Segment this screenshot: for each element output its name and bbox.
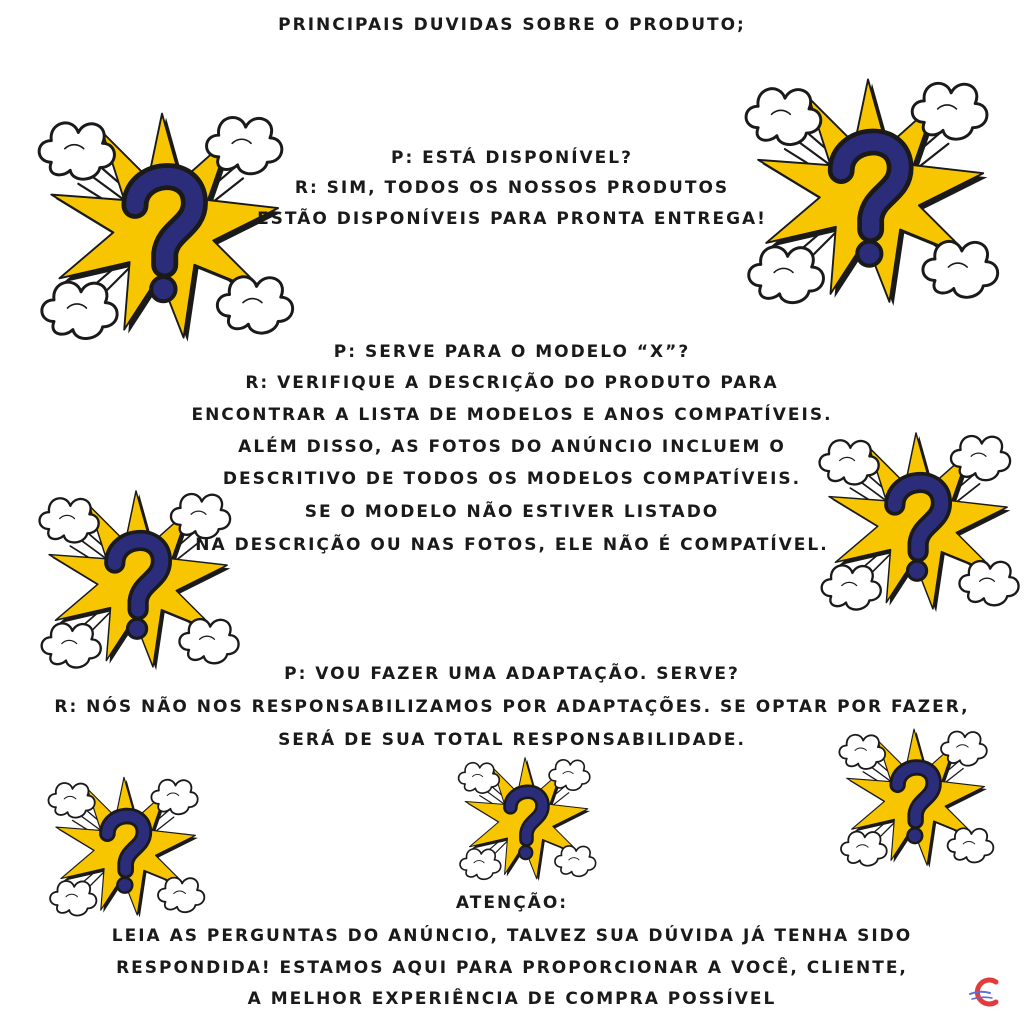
- faq-answer-2-line-2: ENCONTRAR A LISTA DE MODELOS E ANOS COMPATÍVEIS.: [191, 405, 833, 425]
- faq-question-2: P: SERVE PARA O MODELO “X”?: [333, 342, 691, 362]
- faq-question-1: P: ESTÁ DISPONÍVEL?: [391, 148, 633, 168]
- page-title: PRINCIPAIS DUVIDAS SOBRE O PRODUTO;: [278, 15, 746, 35]
- faq-answer-2-line-3: ALÉM DISSO, AS FOTOS DO ANÚNCIO INCLUEM O: [238, 437, 786, 457]
- faq-answer-3-line-2: SERÁ DE SUA TOTAL RESPONSABILIDADE.: [278, 730, 746, 750]
- faq-answer-1-line-2: ESTÃO DISPONÍVEIS PARA PRONTA ENTREGA!: [257, 209, 767, 229]
- faq-answer-1-line-1: R: SIM, TODOS OS NOSSOS PRODUTOS: [294, 178, 730, 198]
- faq-answer-2-line-5: SE O MODELO NÃO ESTIVER LISTADO: [304, 502, 720, 522]
- faq-question-3: P: VOU FAZER UMA ADAPTAÇÃO. SERVE?: [284, 664, 740, 684]
- faq-answer-3-line-1: R: NÓS NÃO NOS RESPONSABILIZAMOS POR ADAPTAÇÕES. SE OPTAR POR FAZER,: [54, 697, 970, 717]
- notice-title: ATENÇÃO:: [455, 893, 569, 913]
- faq-answer-2-line-6: NA DESCRIÇÃO OU NAS FOTOS, ELE NÃO É COMPATÍVEL.: [195, 535, 829, 555]
- brand-logo-icon: [966, 974, 1010, 1010]
- notice-line-1: LEIA AS PERGUNTAS DO ANÚNCIO, TALVEZ SUA DÚVIDA JÁ TENHA SIDO: [111, 926, 913, 946]
- faq-answer-2-line-4: DESCRITIVO DE TODOS OS MODELOS COMPATÍVEIS.: [222, 469, 802, 489]
- notice-line-2: RESPONDIDA! ESTAMOS AQUI PARA PROPORCIONAR A VOCÊ, CLIENTE,: [116, 958, 908, 978]
- faq-answer-2-line-1: R: VERIFIQUE A DESCRIÇÃO DO PRODUTO PARA: [245, 373, 779, 393]
- question-burst-icon: [440, 746, 610, 892]
- notice-line-3: A MELHOR EXPERIÊNCIA DE COMPRA POSSÍVEL: [247, 989, 777, 1009]
